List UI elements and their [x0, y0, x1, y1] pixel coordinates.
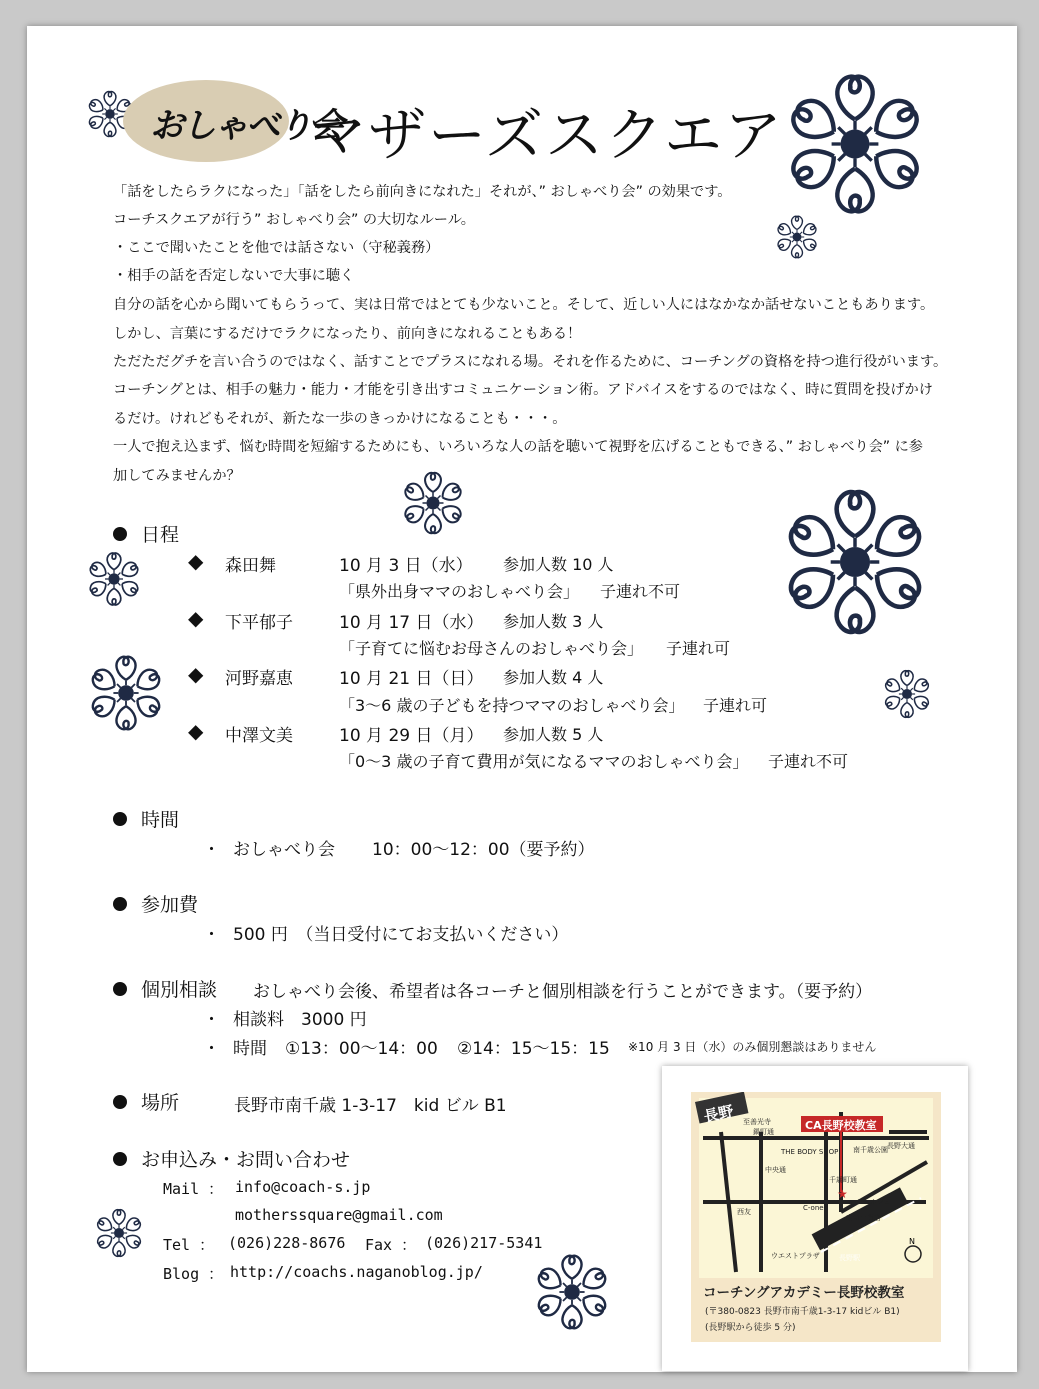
place-heading: 場所: [113, 1088, 179, 1115]
kids-policy: 子連れ不可: [768, 752, 849, 771]
tel-value: (026)228-8676: [228, 1234, 346, 1252]
consult-note: ※10 月 3 日（水）のみ個別懇談はありません: [628, 1040, 877, 1054]
flower-icon: [84, 651, 168, 735]
map-school-name: コーチングアカデミー長野校教室: [703, 1285, 905, 1301]
session-date: 10 月 29 日（月）: [339, 726, 484, 746]
flower-icon: [773, 213, 821, 261]
fax-value: (026)217-5341: [425, 1234, 543, 1252]
intro-line: 一人で抱え込まず、悩む時間を短縮するためにも、いろいろな人の話を聴いて視野を広げることもできる、” おしゃべり会” に参: [113, 439, 923, 455]
consult-time-1: ①13：00～14：00: [285, 1039, 438, 1059]
map-label: THE BODY SHOP: [781, 1148, 839, 1156]
flower-icon: [774, 481, 936, 643]
flower-icon: [92, 1206, 146, 1260]
consult-fee: 相談料 3000 円: [233, 1010, 367, 1030]
fax-label: Fax ：: [365, 1236, 417, 1254]
map-label: C-one: [803, 1204, 824, 1212]
coach-name: 下平郁子: [225, 613, 293, 633]
flower-icon: [398, 468, 468, 538]
intro-line: ただただグチを言い合うのではなく、話すことでプラスになれる場。それを作るために、コーチングの資格を持つ進行役がいます。: [113, 354, 948, 370]
kids-policy: 子連れ不可: [600, 582, 681, 601]
session-topic: 「子育てに悩むお母さんのおしゃべり会」: [339, 639, 644, 658]
intro-line: ・ここで聞いたことを他では話さない（守秘義務）: [113, 240, 440, 256]
map-label: 南千歳公園: [853, 1146, 888, 1154]
time-label: おしゃべり会: [233, 840, 335, 860]
participants: 参加人数 10 人: [503, 555, 614, 574]
access-map: [691, 1092, 941, 1342]
bullet-icon: [113, 1152, 127, 1166]
session-date: 10 月 21 日（日）: [339, 669, 484, 689]
map-label: 千歳町通: [829, 1176, 857, 1184]
intro-line: ・相手の話を否定しないで大事に聴く: [113, 268, 355, 284]
fee-value: 500 円 （当日受付にてお支払いください）: [233, 925, 569, 945]
map-label: 中央通: [765, 1166, 786, 1174]
fee-heading: 参加費: [113, 890, 198, 917]
coach-name: 森田舞: [225, 556, 276, 576]
bullet-icon: [113, 1095, 127, 1109]
map-label: ウエストプラザ: [771, 1252, 820, 1260]
map-access: (長野駅から徒歩 5 分): [705, 1323, 796, 1333]
session-date: 10 月 3 日（水）: [339, 556, 473, 576]
participants: 参加人数 5 人: [503, 725, 604, 744]
map-label: ジェルシェ: [856, 1198, 891, 1206]
small-bullet: ・: [203, 925, 220, 945]
kids-policy: 子連れ可: [666, 639, 731, 658]
blog-label: Blog ：: [163, 1265, 224, 1283]
bullet-icon: [113, 812, 127, 826]
intro-line: しかし、言葉にするだけでラクになったり、前向きになれることもある！: [113, 326, 582, 342]
diamond-icon: ◆: [188, 549, 204, 573]
diamond-icon: ◆: [188, 719, 204, 743]
intro-line: 加してみませんか？: [113, 468, 241, 484]
consult-time-2: ②14：15～15：15: [457, 1039, 610, 1059]
mail-label: Mail ：: [163, 1180, 224, 1198]
map-label: 長野大通: [887, 1142, 915, 1150]
consult-description: おしゃべり会後、希望者は各コーチと個別相談を行うことができます。（要予約）: [253, 982, 873, 1002]
map-label: 長野駅: [839, 1254, 860, 1262]
bullet-icon: [113, 897, 127, 911]
small-bullet: ・: [203, 840, 220, 860]
participants: 参加人数 3 人: [503, 612, 604, 631]
intro-line: コーチングとは、相手の魅力・能力・才能を引き出すコミュニケーション術。アドバイスをするのではなく、時に質問を投げかけ: [113, 382, 933, 398]
time-heading: 時間: [113, 805, 179, 832]
map-label: N: [909, 1237, 915, 1246]
map-label: 西友: [737, 1208, 751, 1216]
small-bullet: ・: [203, 1039, 220, 1059]
intro-line: るだけ。けれどもそれが、新たな一歩のきっかけになることも・・・。: [113, 411, 567, 427]
bullet-icon: [113, 527, 127, 541]
coach-name: 中澤文美: [225, 726, 293, 746]
page-title: マザーズスクエア: [308, 101, 784, 169]
intro-line: 自分の話を心から聞いてもらうって、実は日常ではとても少ないこと。そして、近しい人にはなかなか話せないこともあります。: [113, 297, 935, 313]
session-topic: 「0～3 歳の子育て費用が気になるママのおしゃべり会」: [339, 752, 749, 771]
intro-line: 「話をしたらラクになった」「話をしたら前向きになれた」それが、” おしゃべり会” の効果です。: [113, 184, 732, 200]
bullet-icon: [113, 982, 127, 996]
schedule-heading: 日程: [113, 520, 179, 547]
diamond-icon: ◆: [188, 606, 204, 630]
flower-icon: [530, 1250, 614, 1334]
coach-name: 河野嘉恵: [225, 669, 293, 689]
blog-link[interactable]: http://coachs.naganoblog.jp/: [230, 1263, 483, 1281]
consult-time-label: 時間: [233, 1039, 267, 1059]
time-value: 10：00～12：00（要予約）: [372, 840, 595, 860]
session-topic: 「3～6 歳の子どもを持つママのおしゃべり会」: [339, 696, 685, 715]
small-bullet: ・: [203, 1010, 220, 1030]
mail-link-2[interactable]: motherssquare@gmail.com: [235, 1206, 443, 1224]
kids-policy: 子連れ可: [703, 696, 768, 715]
diamond-icon: ◆: [188, 662, 204, 686]
session-date: 10 月 17 日（水）: [339, 613, 484, 633]
session-topic: 「県外出身ママのおしゃべり会」: [339, 582, 580, 601]
flower-icon: [880, 667, 934, 721]
tel-label: Tel ：: [163, 1236, 215, 1254]
map-label: 至善光寺: [743, 1118, 771, 1126]
map-label: 東急百貨店: [846, 1214, 881, 1222]
map-label: 鍋町通: [753, 1128, 774, 1136]
flower-icon: [777, 66, 933, 222]
flower-icon: [84, 549, 144, 609]
map-address: (〒380-0823 長野市南千歳1-3-17 kidビル B1): [705, 1307, 900, 1317]
mail-link-1[interactable]: info@coach-s.jp: [235, 1178, 371, 1196]
location-marker-icon: ★: [837, 1187, 848, 1201]
participants: 参加人数 4 人: [503, 668, 604, 687]
intro-line: コーチスクエアが行う” おしゃべり会” の大切なルール。: [113, 212, 475, 228]
place-address: 長野市南千歳 1-3-17 kid ビル B1: [234, 1096, 507, 1116]
badge-label: おしゃべり会: [150, 106, 342, 146]
consult-heading: 個別相談: [113, 975, 217, 1002]
map-school-label: CA長野校教室: [805, 1119, 877, 1132]
contact-heading: お申込み・お問い合わせ: [113, 1145, 350, 1172]
map-area-label: 長野: [702, 1102, 736, 1126]
